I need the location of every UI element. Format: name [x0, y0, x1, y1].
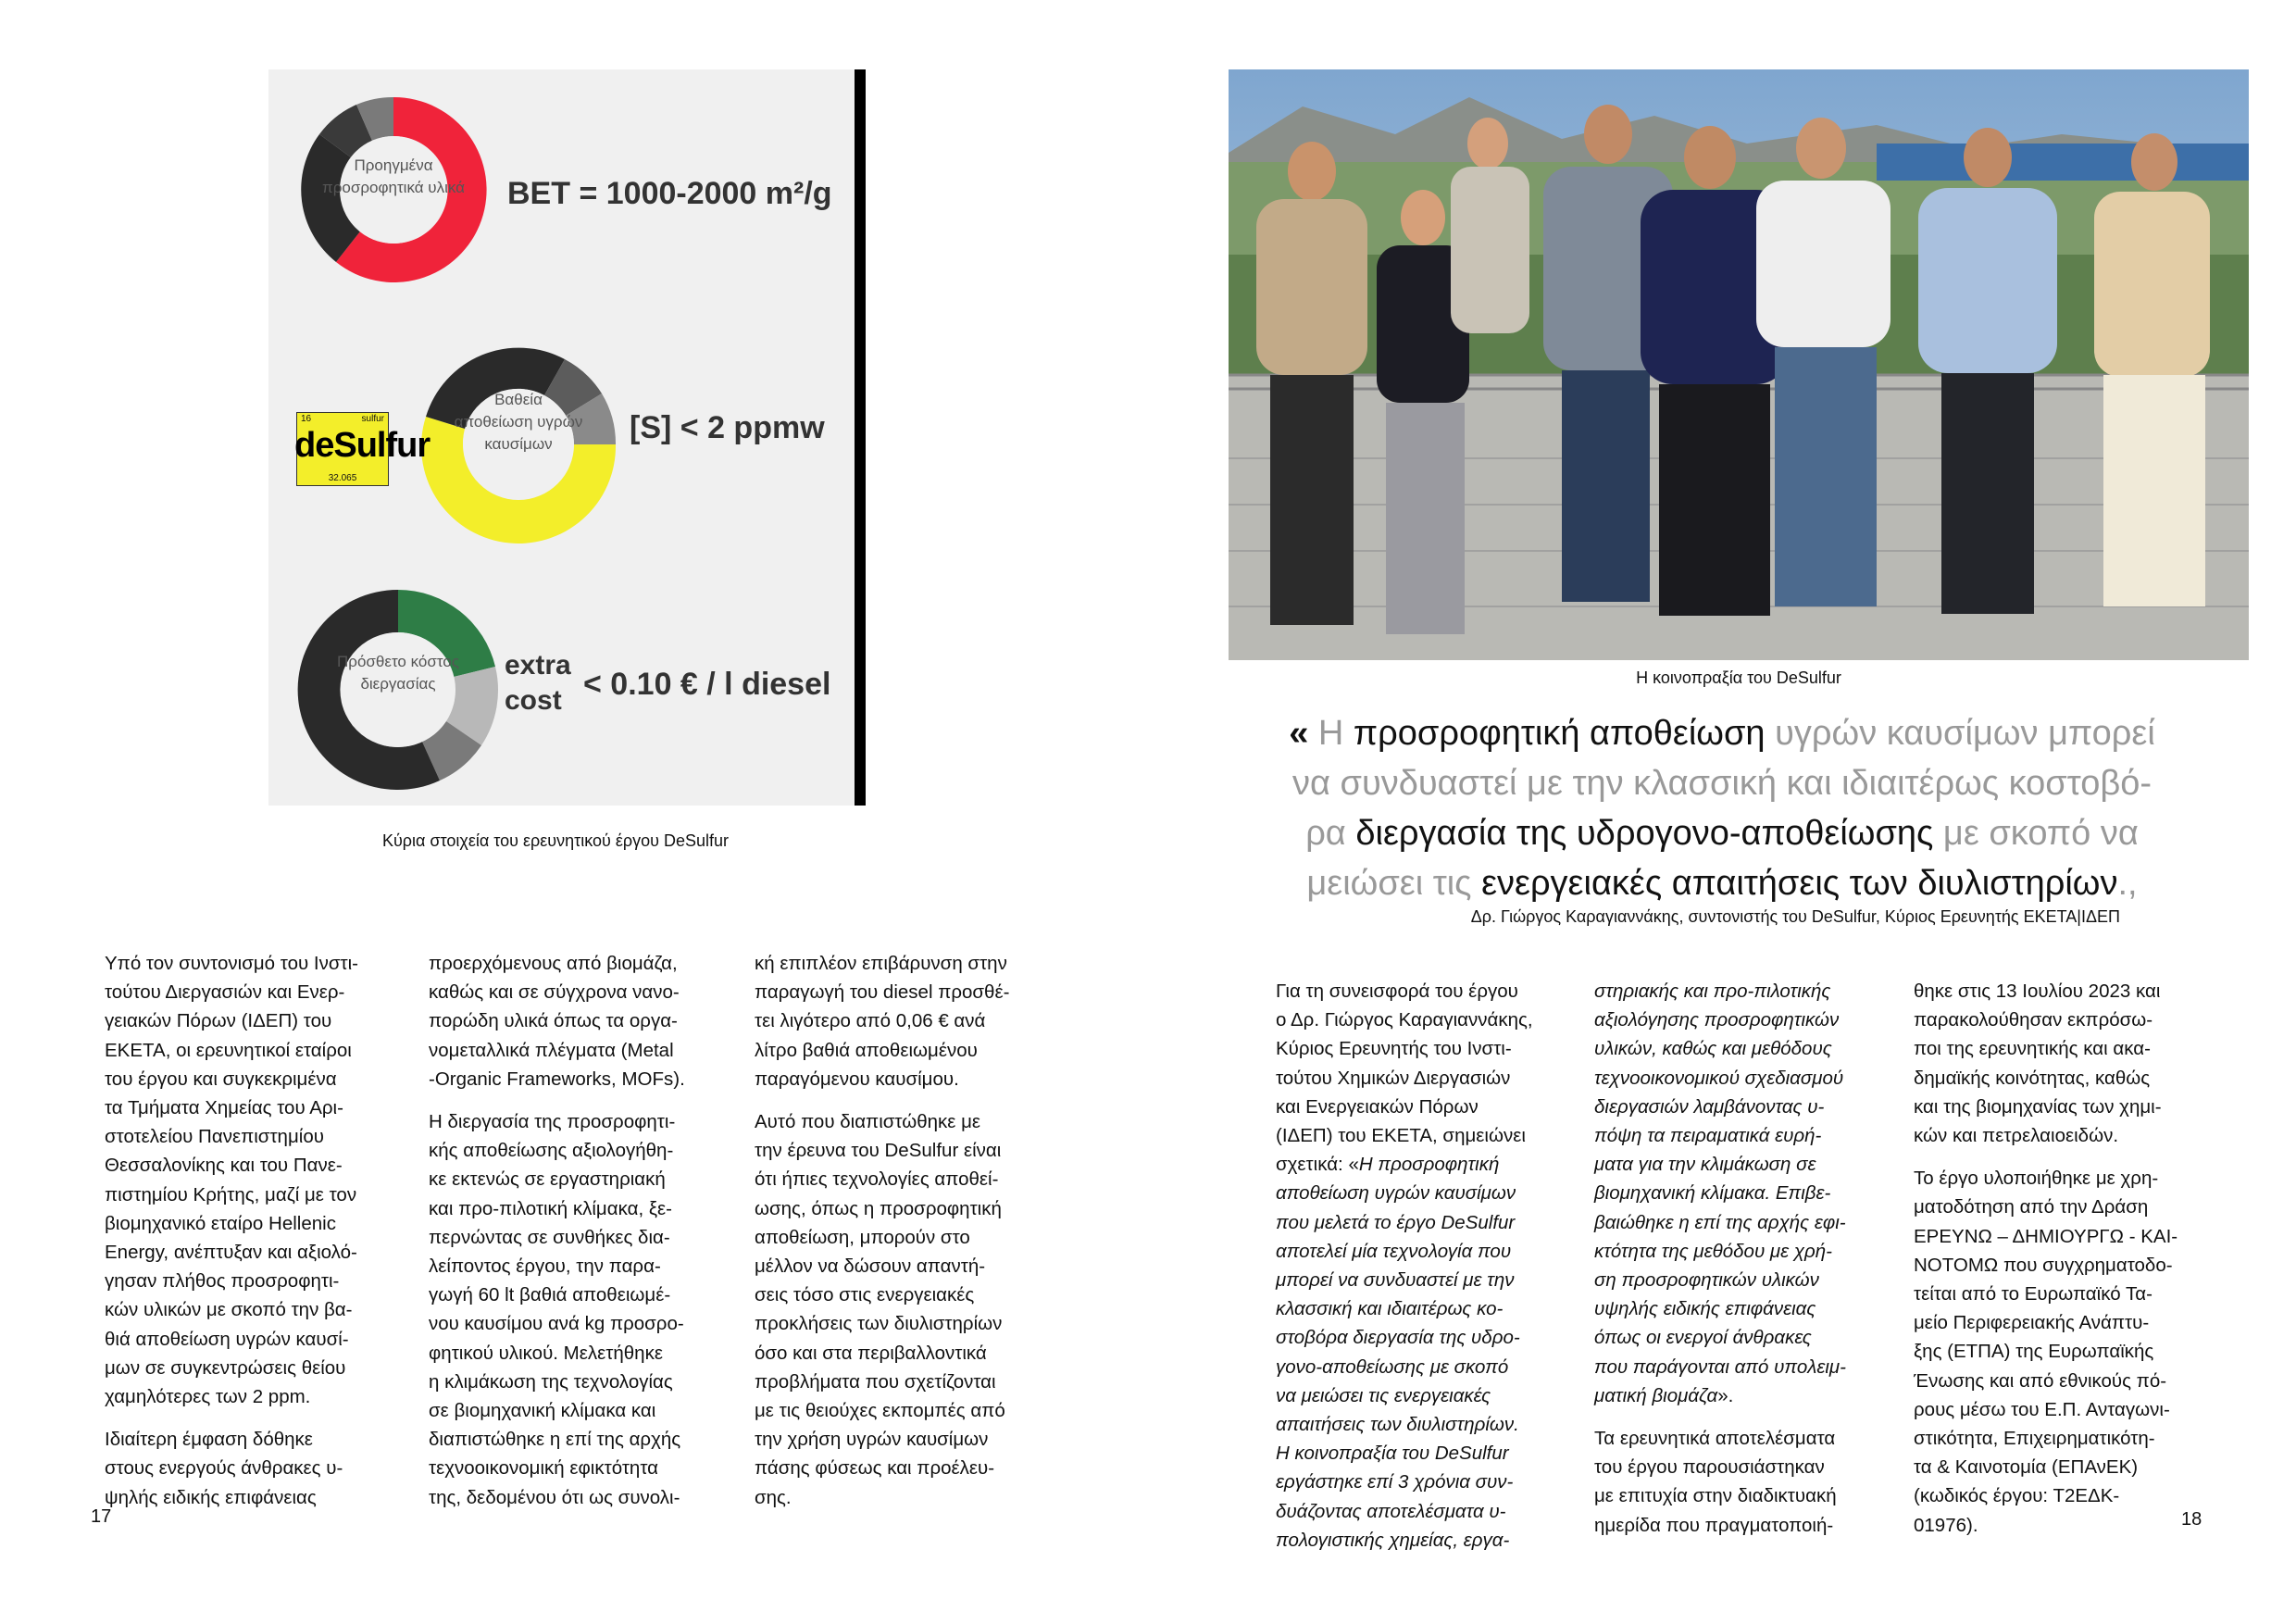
- extra-cost-label: [505, 648, 571, 718]
- paragraph: Τα ερευνητικά αποτελέσματα του έργου παρουσιάστηκαν με επιτυχία στην διαδικτυακή ημερίδα που πραγματοποιή-: [1594, 1428, 1837, 1536]
- paragraph: Το έργο υλοποιήθηκε με χρη- ματοδότηση από την Δράση ΕΡΕΥΝΩ – ΔΗΜΙΟΥΡΓΩ - ΚΑΙ- ΝΟΤΟΜΩ που συγχρηματοδο- τείται από το Ευρωπαϊκό Τα- μείο Περιφερειακής Ανάπτυ- ξης (ΕΤΠΑ) της Ευρωπαϊκής Ένωσης και από εθνικούς πό- ρους μέσω του Ε.Π. Ανταγωνι- στικότητα, Επιχειρηματικότη- τα & Καινοτομία (ΕΠΑνΕΚ) (κωδικός έργου: Τ2ΕΔΚ- 01976).: [1914, 1168, 2178, 1536]
- paragraph: κή επιπλέον επιβάρυνση στην παραγωγή του diesel προσθέ- τει λιγότερο από 0,06 € ανά λίτρο βαθιά αποθειωμένου παραγόμενου καυσίμου.: [755, 953, 1010, 1090]
- quote-text: ρα: [1305, 814, 1356, 853]
- quote-highlight: διεργασία της υδρογονο-αποθείωσης: [1355, 814, 1934, 853]
- quote-text: .,: [2117, 864, 2138, 903]
- quote-attribution: Δρ. Γιώργος Καραγιαννάκης, συντονιστής του DeSulfur, Κύριος Ερευνητής ΕΚΕΤΑ|ΙΔΕΠ: [1470, 907, 2120, 926]
- plain-text: Για τη συνεισφορά του έργου ο Δρ. Γιώργος Καραγιαννάκης, Κύριος Ερευνητής του Ινστι- τούτου Χημικών Διεργασιών και Ενεργειακών Πόρων (ΙΔΕΠ) του ΕΚΕΤΑ, σημειώνει σχετικά: «: [1276, 981, 1533, 1176]
- paragraph: Αυτό που διαπιστώθηκε με την έρευνα του DeSulfur είναι ότι ήπιες τεχνολογίες αποθεί- ωσης, όπως η προσροφητική αποθείωση, μπορούν στο μέλλον να δώσουν απαντή- σεις τόσο στις ενεργειακές προκλήσεις των διυλιστηρίων όσο και στα περιβαλλοντικά προβλήματα που σχετίζονται με τις θειούχες εκπομπές από την χρήση υγρών καυσίμων πάσης φύσεως και προέλευ- σης.: [755, 1111, 1005, 1508]
- paragraph: προερχόμενους από βιομάζα, καθώς και σε σύγχρονα νανο- πορώδη υλικά όπως τα οργα- νομεταλλικά πλέγματα (Metal -Organic Frameworks, MOFs).: [429, 953, 685, 1090]
- quote-text: μειώσει τις: [1306, 864, 1482, 903]
- ring3-label: Πρόσθετο κόστος διεργασίας: [337, 653, 459, 693]
- italic-quote: Η προσροφητική αποθείωση υγρών καυσίμων που μελετά το έργο DeSulfur αποτελεί μία τεχνολογία που μπορεί να συνδυαστεί με την κλασσική και ιδιαιτέρως κο- στοβόρα διεργασία της υδρο- γονο-αποθείωσης με σκοπό να μειώσει τις ενεργειακές απαιτήσεις των διυλιστηρίων. Η κοινοπραξία του DeSulfur εργάστηκε επί 3 χρόνια συν- δυάζοντας αποτελέσματα υ- πολογιστικής χημείας, εργα-: [1276, 1154, 1520, 1551]
- paragraph: Υπό τον συντονισμό του Ινστι- τούτου Διεργασιών και Ενερ- γειακών Πόρων (ΙΔΕΠ) του ΕΚΕΤΑ, οι ερευνητικοί εταίροι του έργου και συγκεκριμένα τα Τμήματα Χημείας του Αρι- στοτελείου Πανεπιστημίου Θεσσαλονίκης και του Πανε- πιστημίου Κρήτης, μαζί με τον βιομηχανικό εταίρο Hellenic Energy, ανέπτυξαν και αξιολό- γησαν πλήθος προσροφητι- κών υλικών με σκοπό την βα- θιά αποθείωση υγρών καυσί- μων σε συγκεντρώσεις θείου χαμηλότερες των 2 ppm.: [105, 953, 358, 1408]
- paragraph: [1276, 977, 1581, 1555]
- tile-number: 16: [301, 414, 312, 424]
- quote-text: Η: [1308, 714, 1354, 753]
- paragraph: Η διεργασία της προσροφητι- κής αποθείωσης αξιολογήθη- κε εκτενώς σε εργαστηριακή και προ-πιλοτική κλίμακα, ξε- περνώντας σε συνθήκες δια- λείποντος έργου, την παρα- γωγή 60 lt βαθιά αποθειωμέ- νου καυσίμου ανά kg προσρο- φητικού υλικού. Μελετήθηκε η κλιμάκωση της τεχνολογίας σε βιομηχανική κλίμακα και διαπιστώθηκε η επί της αρχής τεχνοοικονομική εφικτότητα της, δεδομένου ότι ως συνολι-: [429, 1111, 684, 1508]
- consortium-photo: [1229, 69, 2249, 660]
- paragraph: Ιδιαίτερη έμφαση δόθηκε στους ενεργούς άνθρακες υ- ψηλής ειδικής επιφάνειας: [105, 1429, 343, 1508]
- quote-highlight: προσροφητική αποθείωση: [1353, 714, 1766, 753]
- quote-close: ».: [1717, 1384, 1734, 1406]
- infographic-border-bar: [855, 69, 866, 806]
- paragraph: [1594, 977, 1900, 1410]
- quote-line-2: να συνδυαστεί με την κλασσική και ιδιαιτέρως κοστοβό-: [1292, 764, 2152, 803]
- quote-mark: «: [1289, 714, 1309, 753]
- pull-quote: [1241, 708, 2203, 908]
- infographic-caption: Κύρια στοιχεία του ερευνητικού έργου DeSulfur: [381, 831, 730, 850]
- cost-metric: < 0.10 € / l diesel: [583, 667, 831, 702]
- quote-text: υγρών καυσίμων μπορεί: [1765, 714, 2155, 753]
- tile-element: sulfur: [361, 414, 384, 424]
- extra-label: extra: [505, 650, 571, 681]
- page-number-right: 18: [2181, 1509, 2202, 1530]
- desulfur-logo: deSulfur: [294, 426, 430, 465]
- ring1-label: Προηγμένα προσροφητικά υλικά: [322, 156, 465, 196]
- paragraph: θηκε στις 13 Ιουλίου 2023 και παρακολούθησαν εκπρόσω- ποι της ερευνητικής και ακα- δημαϊκής κοινότητας, καθώς και της βιομηχανίας των χημι- κών και πετρελαιοειδών.: [1914, 981, 2162, 1147]
- right-column-1: [1276, 977, 1581, 1568]
- left-column-3: [755, 949, 1055, 1526]
- sulfur-metric: [S] < 2 ppmw: [630, 410, 825, 445]
- quote-line-3: [1241, 808, 2203, 858]
- quote-text: με σκοπό να: [1933, 814, 2139, 853]
- left-column-2: [429, 949, 730, 1526]
- right-column-3: [1914, 977, 2219, 1554]
- tile-mass: 32.065: [328, 473, 357, 483]
- quote-line-1: [1241, 708, 2203, 758]
- italic-quote: στηριακής και προ-πιλοτικής αξιολόγησης προσροφητικών υλικών, καθώς και μεθόδους τεχνοοικονομικού σχεδιασμού διεργασιών λαμβάνοντας υ- πόψη τα πειραματικά ευρή- ματα για την κλιμάκωση σε βιομηχανική κλίμακα. Επιβε- βαιώθηκε η επί της αρχής εφι- κτότητα της μεθόδου με χρή- ση προσροφητικών υλικών υψηλής ειδικής επιφάνειας όπως οι ενεργοί άνθρακες που παράγονται από υπολειμ- ματική βιομάζα: [1594, 981, 1846, 1406]
- photo-caption: Η κοινοπραξία του DeSulfur: [1636, 668, 1841, 687]
- right-column-2: [1594, 977, 1900, 1554]
- ring2-label: Βαθεία αποθείωση υγρών καυσίμων: [454, 391, 583, 453]
- quote-line-4: [1241, 858, 2203, 908]
- cost-label: cost: [505, 685, 562, 716]
- quote-highlight: ενεργειακές απαιτήσεις των διυλιστηρίων: [1481, 864, 2118, 903]
- left-column-1: [105, 949, 406, 1526]
- desulfur-infographic: [268, 69, 866, 806]
- page-number-left: 17: [91, 1506, 112, 1527]
- bet-metric: BET = 1000-2000 m²/g: [507, 176, 832, 211]
